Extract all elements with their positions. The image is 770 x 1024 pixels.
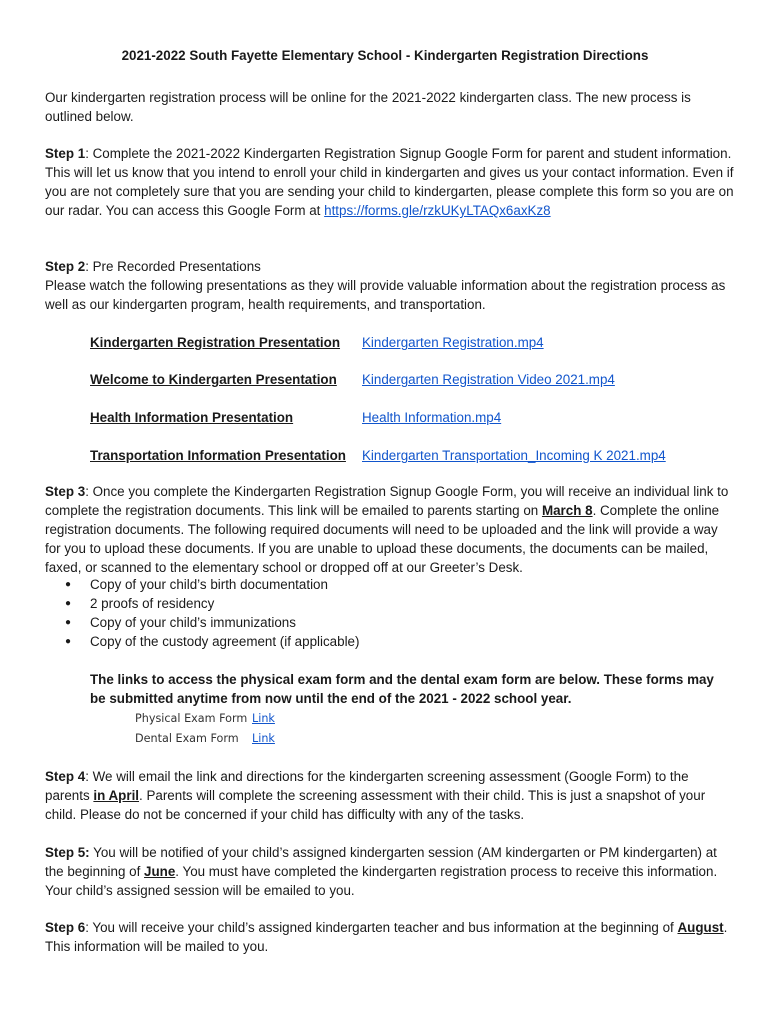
step-5-text-b: . You must have completed the kindergarten registration process to receive this information. Your child’s assigned session will be emailed to you. (45, 864, 718, 898)
step-3-text-b: . Complete the online registration documents. The following required documents will need to be uploaded and the link will provide a way for you to upload these documents. If you are unable to upload these documents, the documents can be mailed, faxed, or scanned to the elementary school or dropped off at our Greeter’s Desk. (45, 503, 720, 575)
step-3-date: March 8 (541, 503, 593, 518)
presentation-link[interactable]: Kindergarten Transportation_Incoming K 2021.mp4 (362, 448, 666, 463)
step-6-date: August (677, 920, 724, 935)
presentation-row (90, 408, 730, 427)
presentation-row (90, 370, 730, 389)
step-4-paragraph (45, 767, 735, 824)
list-item: ● Copy of your child’s birth documentation (45, 575, 359, 594)
step-6-paragraph (45, 918, 735, 956)
step-3-paragraph (45, 482, 735, 577)
step-3-text-a: : Once you complete the Kindergarten Registration Signup Google Form, you will receive an individual link to complete the registration documents. This link will be emailed to parents starting on (45, 484, 729, 518)
step-4-text-a: : We will email the link and directions for the kindergarten screening assessment (Google Form) to the parents (45, 769, 689, 803)
step-5-date: June (144, 864, 176, 879)
presentation-name: Kindergarten Registration Presentation (90, 335, 341, 350)
page-title: 2021-2022 South Fayette Elementary School - Kindergarten Registration Directions (121, 48, 649, 63)
list-item: ● Copy of the custody agreement (if applicable) (45, 632, 359, 651)
step-3-label: Step 3 (45, 484, 86, 499)
step-6-text-a: : You will receive your child’s assigned kindergarten teacher and bus information at the beginning of (85, 920, 678, 935)
step-5-text-a: You will be notified of your child’s assigned kindergarten session (AM kindergarten or PM kindergarten) at the beginning of (45, 845, 717, 879)
step-6-text-b: . This information will be mailed to you. (45, 920, 728, 954)
presentation-link[interactable]: Health Information.mp4 (362, 410, 502, 425)
step-6-label: Step 6 (45, 920, 86, 935)
list-item: ● Copy of your child’s immunizations (45, 613, 359, 632)
required-documents-list (45, 575, 359, 651)
exam-form-label: Dental Exam Form (135, 732, 239, 745)
presentation-link[interactable]: Kindergarten Registration.mp4 (362, 335, 544, 350)
exam-form-row (135, 709, 275, 728)
exam-form-row (135, 729, 275, 748)
step-2-label: Step 2 (45, 259, 86, 274)
step-4-label: Step 4 (45, 769, 86, 784)
intro-paragraph: Our kindergarten registration process will be online for the 2021-2022 kindergarten class. The new process is outlined below. (45, 90, 691, 124)
step-5-paragraph (45, 843, 735, 900)
exam-forms-note: The links to access the physical exam form and the dental exam form are below. These forms may be submitted anytime from now until the end of the 2021 - 2022 school year. (90, 672, 714, 706)
step-1-label: Step 1 (45, 146, 86, 161)
list-item: ● 2 proofs of residency (45, 594, 359, 613)
step-2-paragraph (45, 257, 735, 314)
presentation-name: Health Information Presentation (90, 410, 294, 425)
presentation-row (90, 446, 730, 465)
presentation-name: Transportation Information Presentation (90, 448, 346, 463)
physical-exam-form-link[interactable]: Link (252, 712, 275, 725)
step-1-text: : Complete the 2021-2022 Kindergarten Registration Signup Google Form for parent and student information. This will let us know that you intend to enroll your child in kindergarten and gives us your contact information. Even if you are not completely sure that you are sending your child to kindergarten, please complete this form so you are on our radar. You can access this Google Form at (45, 146, 734, 218)
exam-form-label: Physical Exam Form (135, 712, 248, 725)
presentation-row (90, 333, 730, 352)
step-4-date: in April (93, 788, 140, 803)
step-2-heading: : Pre Recorded Presentations (85, 259, 261, 274)
step-4-text-b: . Parents will complete the screening assessment with their child. This is just a snapshot of your child. Please do not be concerned if your child has difficulty with any of the tasks. (45, 788, 706, 822)
step-5-label: Step 5: (45, 845, 90, 860)
signup-form-link[interactable]: https://forms.gle/rzkUKyLTAQx6axKz8 (324, 203, 551, 218)
presentation-name: Welcome to Kindergarten Presentation (90, 372, 337, 387)
step-1-paragraph (45, 144, 735, 220)
step-2-text: Please watch the following presentations as they will provide valuable information about the registration process as well as our kindergarten program, health requirements, and transportation. (45, 278, 726, 312)
dental-exam-form-link[interactable]: Link (252, 732, 275, 745)
presentation-link[interactable]: Kindergarten Registration Video 2021.mp4 (362, 372, 615, 387)
